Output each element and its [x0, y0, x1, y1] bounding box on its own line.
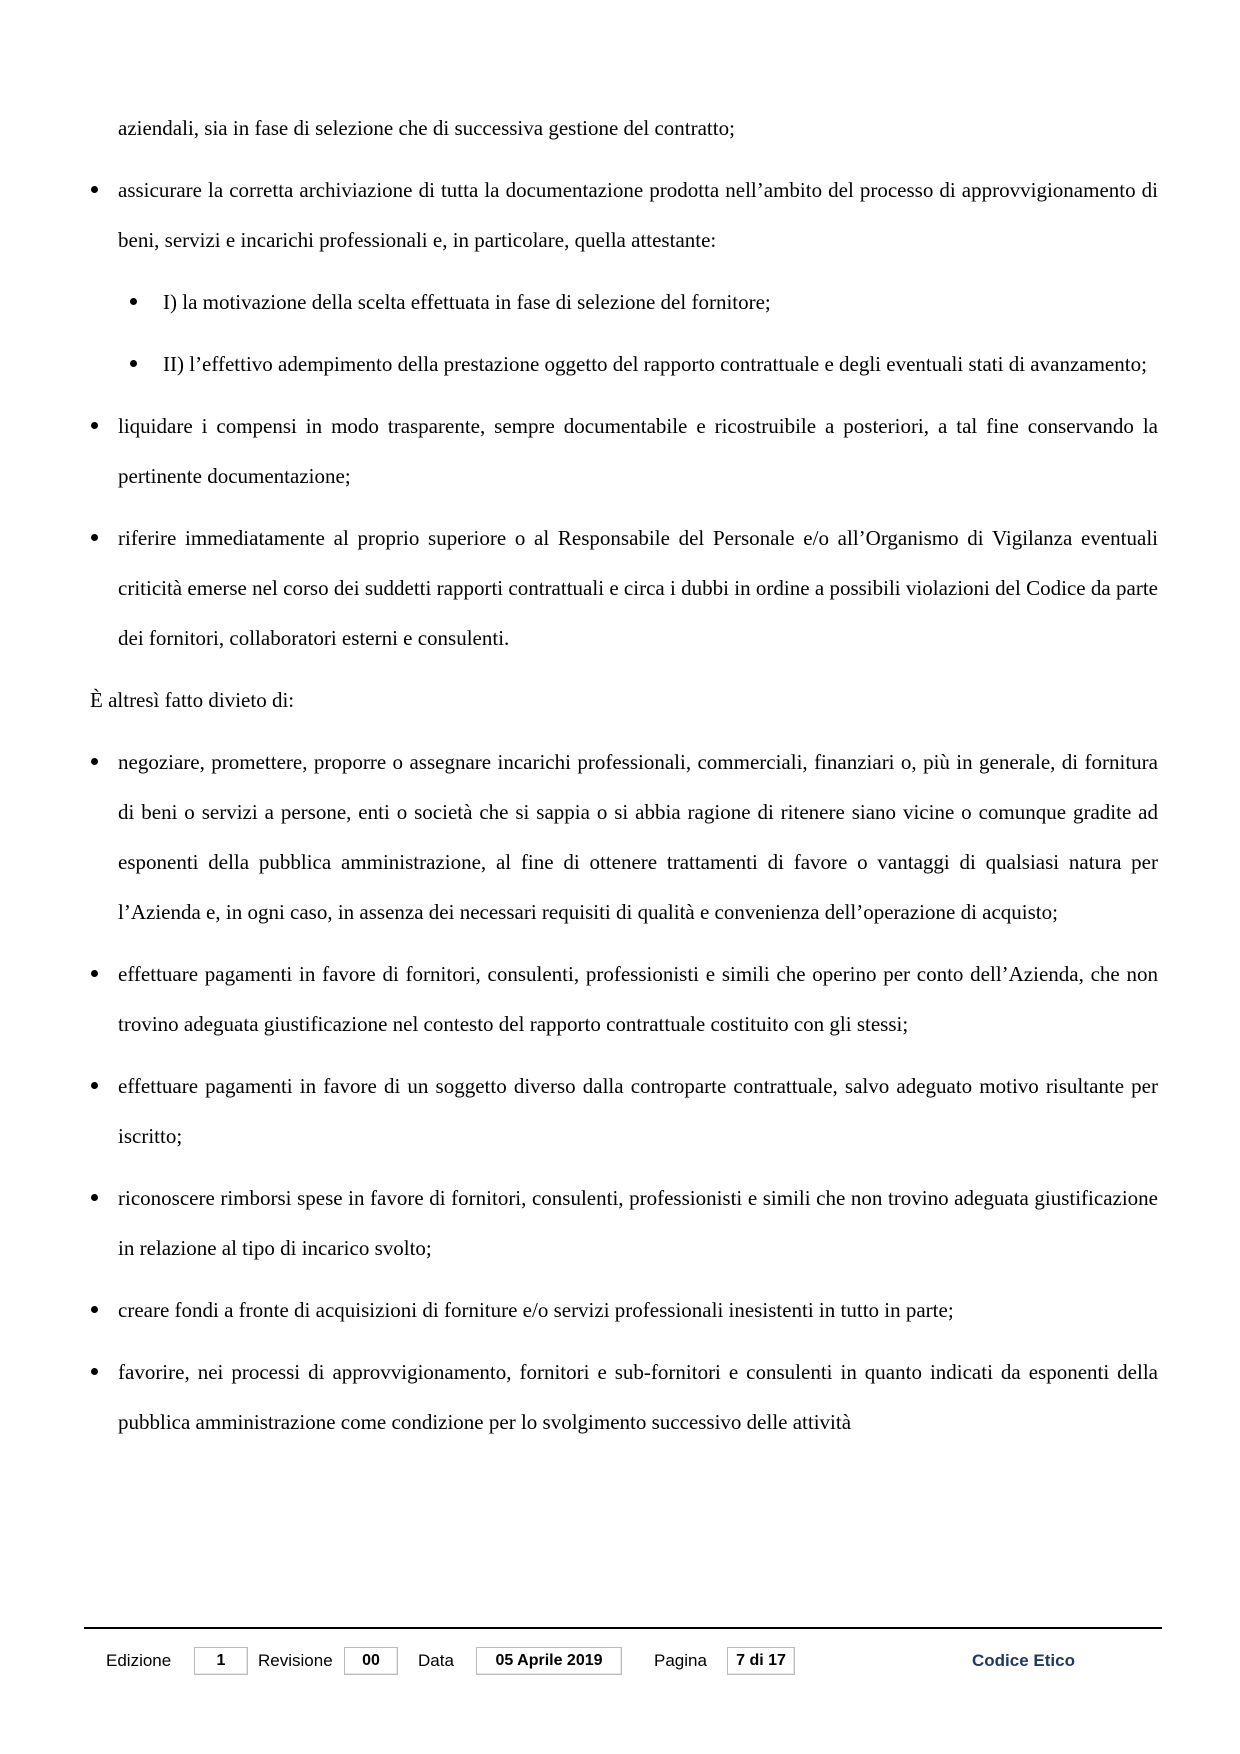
list-item: favorire, nei processi di approvvigionamento, fornitori e sub-fornitori e consulenti in quanto indicati da esponenti della pubblica amministrazione come condizione per lo svolgimento successivo delle attività — [90, 1347, 1158, 1447]
edizione-label: Edizione — [106, 1651, 172, 1670]
list-item: riferire immediatamente al proprio superiore o al Responsabile del Personale e/o all’Organismo di Vigilanza eventuali criticità emerse nel corso dei suddetti rapporti contrattuali e circa i dubbi in ordine a possibili violazioni del Codice da parte dei fornitori, collaboratori esterni e consulenti. — [90, 513, 1158, 663]
revisione-value: 00 — [344, 1647, 398, 1675]
list-item: liquidare i compensi in modo trasparente, sempre documentabile e ricostruibile a posteriori, a tal fine conservando la pertinente documentazione; — [90, 401, 1158, 501]
list-item: riconoscere rimborsi spese in favore di fornitori, consulenti, professionisti e simili che non trovino adeguata giustificazione in relazione al tipo di incarico svolto; — [90, 1173, 1158, 1273]
sub-list-item: II) l’effettivo adempimento della prestazione oggetto del rapporto contrattuale e degli eventuali stati di avanzamento; — [90, 339, 1158, 389]
list-item: effettuare pagamenti in favore di un soggetto diverso dalla controparte contrattuale, salvo adeguato motivo risultante per iscritto; — [90, 1061, 1158, 1161]
data-label: Data — [418, 1651, 454, 1670]
list-item: effettuare pagamenti in favore di fornitori, consulenti, professionisti e simili che operino per conto dell’Azienda, che non trovino adeguata giustificazione nel contesto del rapporto contrattuale costituito con gli stessi; — [90, 949, 1158, 1049]
page-body — [90, 103, 1158, 1447]
data-value: 05 Aprile 2019 — [476, 1647, 622, 1675]
pagina-value: 7 di 17 — [727, 1647, 795, 1675]
page-footer — [106, 1647, 1106, 1677]
list-item: negoziare, promettere, proporre o assegnare incarichi professionali, commerciali, finanziari o, più in generale, di fornitura di beni o servizi a persone, enti o società che si sappia o si abbia ragione di ritenere siano vicine o comunque gradite ad esponenti della pubblica amministrazione, al fine di ottenere trattamenti di favore o vantaggi di qualsiasi natura per l’Azienda e, in ogni caso, in assenza dei necessari requisiti di qualità e convenienza dell’operazione di acquisto; — [90, 737, 1158, 937]
edizione-value: 1 — [194, 1647, 248, 1675]
footer-divider — [84, 1627, 1162, 1629]
list-item: creare fondi a fronte di acquisizioni di forniture e/o servizi professionali inesistenti in tutto in parte; — [90, 1285, 1158, 1335]
divieto-intro: È altresì fatto divieto di: — [90, 688, 295, 712]
sub-list-item: I) la motivazione della scelta effettuata in fase di selezione del fornitore; — [90, 277, 1158, 327]
list-item: assicurare la corretta archiviazione di tutta la documentazione prodotta nell’ambito del processo di approvvigionamento di beni, servizi e incarichi professionali e, in particolare, quella attestante: — [90, 165, 1158, 265]
continuation-text: aziendali, sia in fase di selezione che di successiva gestione del contratto; — [118, 116, 735, 140]
document-name: Codice Etico — [972, 1651, 1075, 1670]
revisione-label: Revisione — [258, 1651, 333, 1670]
pagina-label: Pagina — [654, 1651, 707, 1670]
